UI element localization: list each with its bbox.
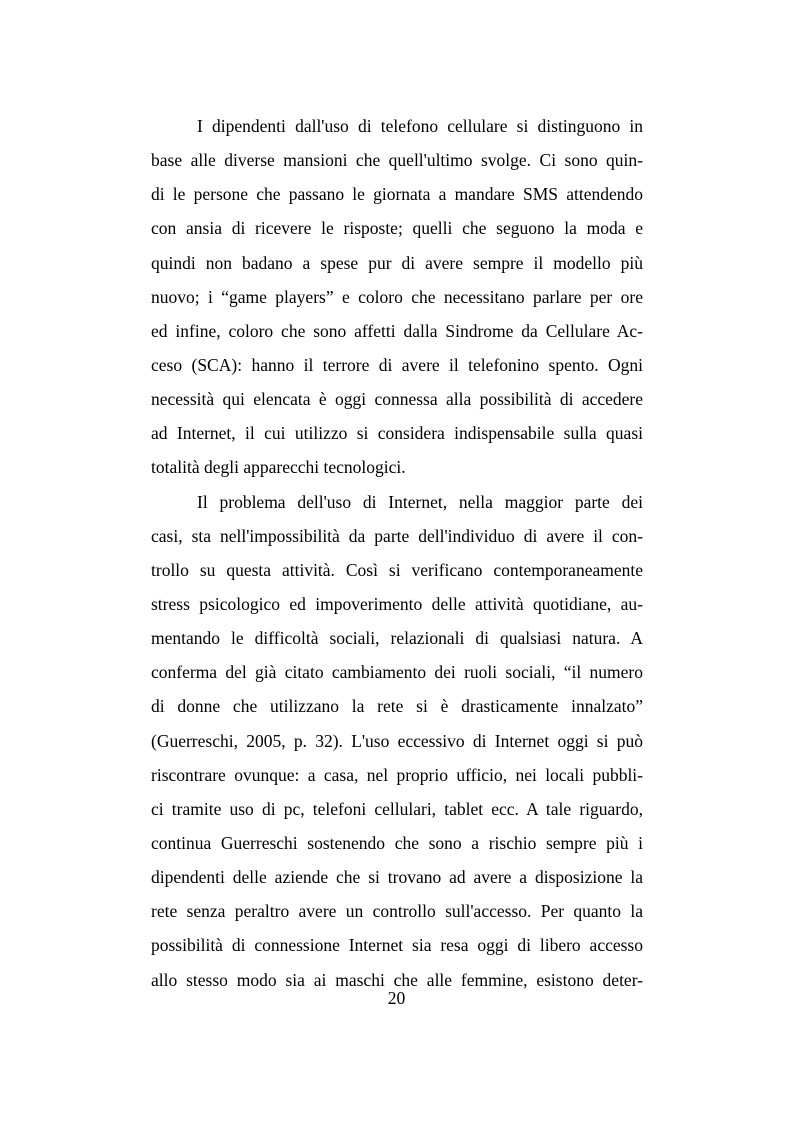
paragraph-2-line-1: Il problema dell'uso di Internet, nella maggior parte dei [197,491,643,512]
paragraph-2-line-3: trollo su questa attività. Così si verificano contemporaneamente [151,559,643,580]
paragraph-2-line-5: mentando le difficoltà sociali, relazionali di qualsiasi natura. A [151,628,643,649]
paragraph-1-line-4: con ansia di ricevere le risposte; quelli che seguono la moda e [151,218,643,239]
page-number: 20 [387,988,406,1008]
paragraph-2-line-7: di donne che utilizzano la rete si è drasticamente innalzato” [151,696,643,717]
paragraph-2-line-4: stress psicologico ed impoverimento delle attività quotidiane, au- [151,593,643,614]
paragraph-2-line-10: ci tramite uso di pc, telefoni cellulari, tablet ecc. A tale riguardo, [151,798,643,819]
body-text [151,109,643,997]
paragraph-2-line-15: allo stesso modo sia ai maschi che alle femmine, esistono deter- [151,969,643,990]
paragraph-2-line-9: riscontrare ovunque: a casa, nel proprio ufficio, nei locali pubbli- [151,764,643,785]
paragraph-1-line-6: nuovo; i “game players” e coloro che necessitano parlare per ore [151,286,643,307]
paragraph-2-line-6: conferma del già citato cambiamento dei ruoli sociali, “il numero [151,662,643,683]
paragraph-2-line-12: dipendenti delle aziende che si trovano ad avere a disposizione la [151,867,643,888]
paragraph-2-line-8: (Guerreschi, 2005, p. 32). L'uso eccessivo di Internet oggi si può [151,730,643,751]
paragraph-2-line-14: possibilità di connessione Internet sia resa oggi di libero accesso [151,935,643,956]
paragraph-1-line-11: totalità degli apparecchi tecnologici. [151,457,406,478]
paragraph-1-line-7: ed infine, coloro che sono affetti dalla Sindrome da Cellulare Ac- [151,320,643,341]
paragraph-1-line-2: base alle diverse mansioni che quell'ultimo svolge. Ci sono quin- [151,150,643,171]
paragraph-2-line-11: continua Guerreschi sostenendo che sono a rischio sempre più i [151,832,643,853]
paragraph-2-line-13: rete senza peraltro avere un controllo sull'accesso. Per quanto la [151,901,643,922]
paragraph-1-line-3: di le persone che passano le giornata a mandare SMS attendendo [151,184,643,205]
paragraph-1-line-5: quindi non badano a spese pur di avere sempre il modello più [151,252,643,273]
paragraph-1-line-10: ad Internet, il cui utilizzo si considera indispensabile sulla quasi [151,423,643,444]
paragraph-1-line-9: necessità qui elencata è oggi connessa alla possibilità di accedere [151,389,643,410]
paragraph-2-line-2: casi, sta nell'impossibilità da parte dell'individuo di avere il con- [151,525,643,546]
paragraph-1-line-8: ceso (SCA): hanno il terrore di avere il telefonino spento. Ogni [151,354,643,375]
paragraph-1-line-1: I dipendenti dall'uso di telefono cellulare si distinguono in [197,116,643,136]
